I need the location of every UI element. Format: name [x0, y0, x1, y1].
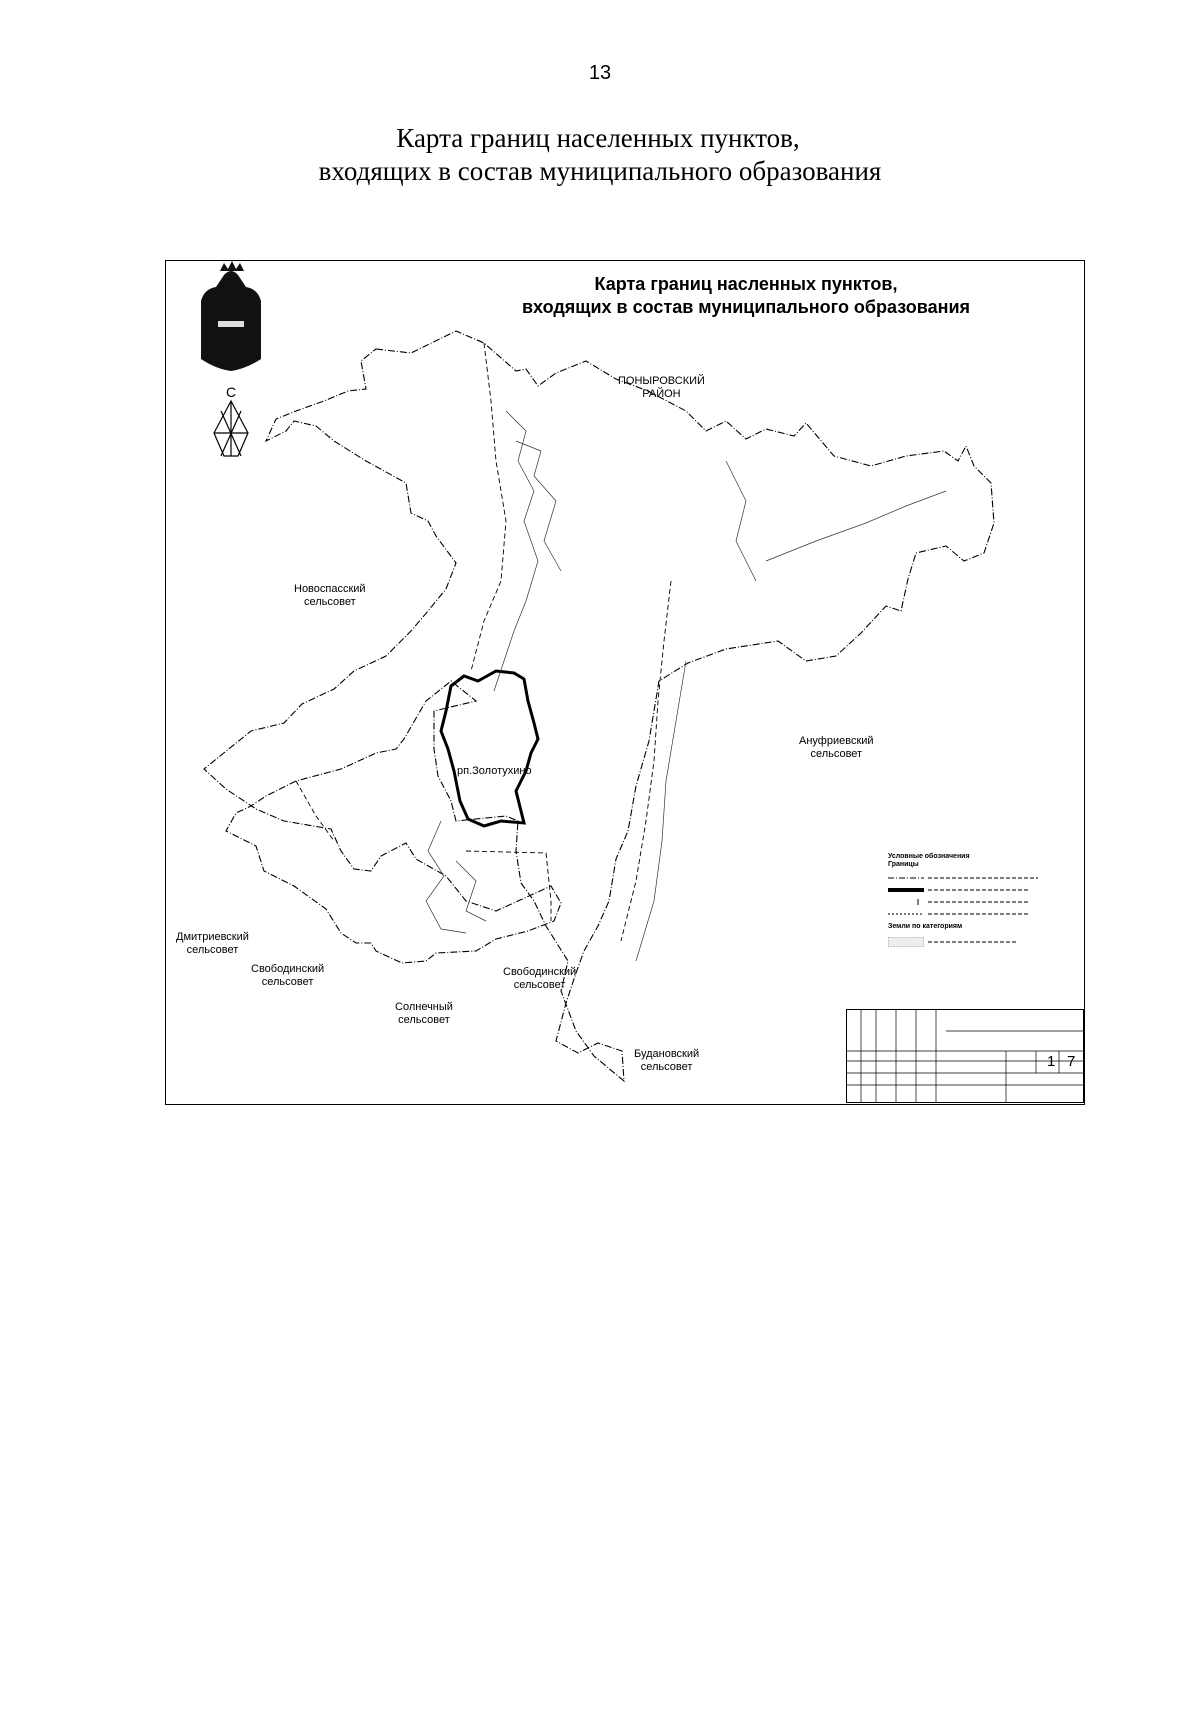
label-svobodinsky-left-line-1: Свободинский [251, 963, 325, 975]
legend-section-lands: Земли по категориям [888, 923, 963, 930]
label-ponyrovsky-line-2: РАЙОН [642, 388, 681, 400]
legend-section-borders: Границы [888, 861, 919, 868]
label-svobodinsky-right-line-2: сельсовет [513, 979, 566, 991]
legend-row-settlement [888, 911, 1078, 917]
label-novospassky-line-1: Новоспасский [294, 583, 366, 595]
document-title-line-1: Карта границ населенных пунктов, [396, 123, 800, 153]
town-boundary-zolotukhino [441, 671, 538, 826]
label-ponyrovsky-line-1: ПОНЫРОВСКИЙ [618, 375, 705, 387]
legend-text-placeholder-icon [928, 912, 1028, 916]
label-svobodinsky-right [503, 966, 576, 992]
label-svobodinsky-right-line-1: Свободинский [503, 966, 577, 978]
map-legend [888, 853, 1078, 953]
legend-title: Условные обозначения [888, 853, 970, 860]
page-number: 13 [588, 62, 612, 84]
sheet-total: 7 [1067, 1053, 1076, 1070]
map-title-line-2: входящих в состав муниципального образования [521, 297, 971, 317]
north-arrow-icon [214, 401, 248, 456]
document-title [0, 122, 1200, 188]
legend-row-urban [888, 887, 1078, 893]
label-svobodinsky-left [251, 963, 324, 989]
settlement-areas [426, 411, 946, 961]
map-title [486, 273, 1006, 319]
legend-text-placeholder-icon [928, 900, 1028, 904]
label-anufrievsky-line-2: сельсовет [810, 748, 863, 760]
label-zolotukhino: рп.Золотухино [457, 765, 532, 777]
legend-text-placeholder-icon [928, 940, 1018, 944]
legend-text-placeholder-icon [928, 876, 1038, 880]
label-ponyrovsky [618, 375, 705, 401]
north-letter: С [226, 384, 237, 400]
legend-lands-fill-icon [888, 937, 924, 947]
label-novospassky-line-2: сельсовет [303, 596, 356, 608]
legend-row-lands [888, 937, 1078, 947]
sheet-number: 1 [1047, 1053, 1056, 1070]
legend-district-line-icon [888, 875, 924, 881]
council-boundaries [296, 343, 671, 941]
label-budanovsky [634, 1048, 699, 1074]
legend-text-placeholder-icon [928, 888, 1028, 892]
document-title-line-2: входящих в состав муниципального образования [318, 156, 882, 186]
label-novospassky [294, 583, 366, 609]
legend-settlement-line-icon [888, 911, 924, 917]
legend-rural-line-icon [888, 899, 924, 905]
label-dmitrievsky [176, 931, 249, 957]
label-solnechny [395, 1001, 453, 1027]
label-svobodinsky-left-line-2: сельсовет [261, 976, 314, 988]
title-block [846, 1009, 1084, 1103]
label-solnechny-line-2: сельсовет [398, 1014, 450, 1026]
legend-row-district [888, 875, 1078, 881]
legend-row-rural [888, 899, 1078, 905]
label-dmitrievsky-line-2: сельсовет [186, 944, 239, 956]
legend-urban-line-icon [888, 887, 924, 893]
map-frame [165, 260, 1085, 1105]
label-dmitrievsky-line-1: Дмитриевский [176, 931, 249, 943]
map-title-line-1: Карта границ насленных пунктов, [594, 274, 898, 294]
label-solnechny-line-1: Солнечный [395, 1001, 453, 1013]
label-budanovsky-line-2: сельсовет [640, 1061, 693, 1073]
label-budanovsky-line-1: Будановский [634, 1048, 700, 1060]
label-anufrievsky-line-1: Ануфриевский [799, 735, 874, 747]
label-anufrievsky [799, 735, 874, 761]
coat-of-arms-icon [201, 261, 261, 371]
